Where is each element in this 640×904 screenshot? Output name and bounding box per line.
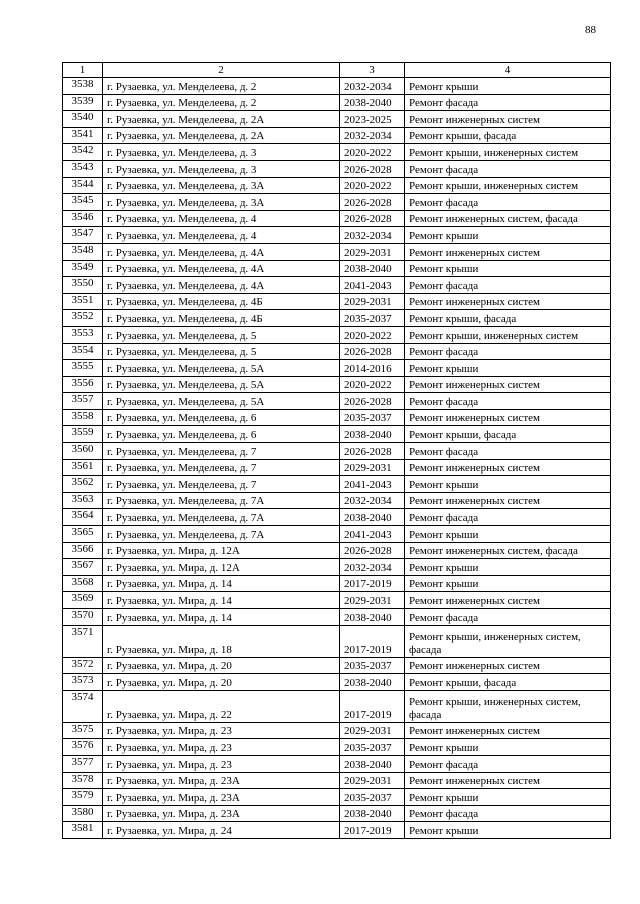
table-row [63, 127, 611, 144]
row-number-cell: 3558 [63, 409, 103, 426]
address-cell: г. Рузаевка, ул. Менделеева, д. 4 [103, 210, 340, 227]
period-cell: 2032-2034 [340, 559, 405, 576]
work-type-cell: Ремонт инженерных систем [405, 243, 611, 260]
row-number-cell: 3553 [63, 326, 103, 343]
work-type-cell: Ремонт инженерных систем [405, 592, 611, 609]
address-cell: г. Рузаевка, ул. Менделеева, д. 7А [103, 526, 340, 543]
row-number-cell: 3556 [63, 376, 103, 393]
table-row [63, 722, 611, 739]
period-cell: 2038-2040 [340, 94, 405, 111]
column-header-address: 2 [103, 63, 340, 78]
work-type-cell: Ремонт инженерных систем [405, 293, 611, 310]
address-cell: г. Рузаевка, ул. Мира, д. 20 [103, 657, 340, 674]
address-cell: г. Рузаевка, ул. Менделеева, д. 5А [103, 360, 340, 377]
row-number-cell: 3546 [63, 210, 103, 227]
row-number-cell: 3564 [63, 509, 103, 526]
period-cell: 2020-2022 [340, 177, 405, 194]
table-row [63, 227, 611, 244]
row-number-cell: 3539 [63, 94, 103, 111]
period-cell: 2023-2025 [340, 111, 405, 128]
address-cell: г. Рузаевка, ул. Мира, д. 23А [103, 772, 340, 789]
period-cell: 2038-2040 [340, 426, 405, 443]
row-number-cell: 3579 [63, 789, 103, 806]
row-number-cell: 3560 [63, 443, 103, 460]
period-cell: 2017-2019 [340, 575, 405, 592]
work-type-cell: Ремонт крыши [405, 260, 611, 277]
period-cell: 2026-2028 [340, 443, 405, 460]
table-row [63, 177, 611, 194]
work-type-cell: Ремонт крыши, фасада [405, 310, 611, 327]
table-row [63, 310, 611, 327]
period-cell: 2035-2037 [340, 739, 405, 756]
table-row [63, 443, 611, 460]
period-cell: 2038-2040 [340, 674, 405, 691]
period-cell: 2041-2043 [340, 277, 405, 294]
address-cell: г. Рузаевка, ул. Менделеева, д. 2А [103, 111, 340, 128]
table-row [63, 739, 611, 756]
period-cell: 2017-2019 [340, 822, 405, 839]
address-cell: г. Рузаевка, ул. Мира, д. 18 [103, 625, 340, 657]
table-row [63, 94, 611, 111]
row-number-cell: 3572 [63, 657, 103, 674]
address-cell: г. Рузаевка, ул. Мира, д. 20 [103, 674, 340, 691]
period-cell: 2020-2022 [340, 326, 405, 343]
period-cell: 2041-2043 [340, 526, 405, 543]
period-cell: 2038-2040 [340, 805, 405, 822]
table-row [63, 575, 611, 592]
period-cell: 2032-2034 [340, 227, 405, 244]
period-cell: 2038-2040 [340, 260, 405, 277]
period-cell: 2029-2031 [340, 772, 405, 789]
table-row [63, 805, 611, 822]
address-cell: г. Рузаевка, ул. Менделеева, д. 6 [103, 426, 340, 443]
period-cell: 2035-2037 [340, 409, 405, 426]
row-number-cell: 3559 [63, 426, 103, 443]
table-row [63, 376, 611, 393]
table-row [63, 426, 611, 443]
table-row [63, 559, 611, 576]
work-type-cell: Ремонт инженерных систем, фасада [405, 542, 611, 559]
period-cell: 2014-2016 [340, 360, 405, 377]
table-row [63, 625, 611, 657]
table-row [63, 592, 611, 609]
address-cell: г. Рузаевка, ул. Менделеева, д. 3 [103, 160, 340, 177]
work-type-cell: Ремонт крыши, инженерных систем, фасада [405, 690, 611, 722]
work-type-cell: Ремонт крыши [405, 575, 611, 592]
period-cell: 2026-2028 [340, 210, 405, 227]
period-cell: 2020-2022 [340, 144, 405, 161]
table-row [63, 542, 611, 559]
address-cell: г. Рузаевка, ул. Менделеева, д. 4Б [103, 293, 340, 310]
repair-schedule-table [62, 62, 611, 839]
address-cell: г. Рузаевка, ул. Мира, д. 23А [103, 789, 340, 806]
table-row [63, 210, 611, 227]
address-cell: г. Рузаевка, ул. Менделеева, д. 3А [103, 194, 340, 211]
work-type-cell: Ремонт инженерных систем [405, 657, 611, 674]
row-number-cell: 3570 [63, 609, 103, 626]
address-cell: г. Рузаевка, ул. Менделеева, д. 2 [103, 78, 340, 95]
column-header-work-type: 4 [405, 63, 611, 78]
period-cell: 2026-2028 [340, 393, 405, 410]
table-row [63, 657, 611, 674]
period-cell: 2026-2028 [340, 542, 405, 559]
table-row [63, 492, 611, 509]
work-type-cell: Ремонт фасада [405, 509, 611, 526]
table-row [63, 260, 611, 277]
work-type-cell: Ремонт крыши, фасада [405, 426, 611, 443]
work-type-cell: Ремонт фасада [405, 755, 611, 772]
address-cell: г. Рузаевка, ул. Мира, д. 12А [103, 542, 340, 559]
row-number-cell: 3543 [63, 160, 103, 177]
row-number-cell: 3575 [63, 722, 103, 739]
address-cell: г. Рузаевка, ул. Мира, д. 23А [103, 805, 340, 822]
period-cell: 2026-2028 [340, 343, 405, 360]
period-cell: 2029-2031 [340, 293, 405, 310]
work-type-cell: Ремонт крыши [405, 559, 611, 576]
row-number-cell: 3541 [63, 127, 103, 144]
work-type-cell: Ремонт фасада [405, 94, 611, 111]
table-row [63, 690, 611, 722]
period-cell: 2029-2031 [340, 459, 405, 476]
work-type-cell: Ремонт инженерных систем [405, 111, 611, 128]
table-row [63, 459, 611, 476]
address-cell: г. Рузаевка, ул. Мира, д. 14 [103, 592, 340, 609]
row-number-cell: 3571 [63, 625, 103, 657]
table-row [63, 326, 611, 343]
work-type-cell: Ремонт крыши [405, 227, 611, 244]
table-row [63, 343, 611, 360]
row-number-cell: 3549 [63, 260, 103, 277]
table-row [63, 393, 611, 410]
table-row [63, 755, 611, 772]
table-row [63, 111, 611, 128]
period-cell: 2029-2031 [340, 243, 405, 260]
column-header-number: 1 [63, 63, 103, 78]
period-cell: 2026-2028 [340, 194, 405, 211]
address-cell: г. Рузаевка, ул. Менделеева, д. 6 [103, 409, 340, 426]
work-type-cell: Ремонт фасада [405, 343, 611, 360]
period-cell: 2041-2043 [340, 476, 405, 493]
row-number-cell: 3580 [63, 805, 103, 822]
row-number-cell: 3566 [63, 542, 103, 559]
period-cell: 2035-2037 [340, 310, 405, 327]
address-cell: г. Рузаевка, ул. Мира, д. 24 [103, 822, 340, 839]
work-type-cell: Ремонт крыши [405, 476, 611, 493]
table-row [63, 674, 611, 691]
work-type-cell: Ремонт крыши, фасада [405, 127, 611, 144]
table-row [63, 243, 611, 260]
address-cell: г. Рузаевка, ул. Мира, д. 23 [103, 722, 340, 739]
work-type-cell: Ремонт фасада [405, 609, 611, 626]
address-cell: г. Рузаевка, ул. Менделеева, д. 5 [103, 343, 340, 360]
address-cell: г. Рузаевка, ул. Мира, д. 23 [103, 755, 340, 772]
work-type-cell: Ремонт инженерных систем [405, 772, 611, 789]
work-type-cell: Ремонт инженерных систем [405, 722, 611, 739]
table-row [63, 789, 611, 806]
work-type-cell: Ремонт инженерных систем [405, 459, 611, 476]
row-number-cell: 3562 [63, 476, 103, 493]
column-header-period: 3 [340, 63, 405, 78]
table-row [63, 144, 611, 161]
address-cell: г. Рузаевка, ул. Менделеева, д. 7А [103, 492, 340, 509]
address-cell: г. Рузаевка, ул. Менделеева, д. 4Б [103, 310, 340, 327]
work-type-cell: Ремонт фасада [405, 160, 611, 177]
work-type-cell: Ремонт фасада [405, 443, 611, 460]
row-number-cell: 3545 [63, 194, 103, 211]
table-row [63, 526, 611, 543]
work-type-cell: Ремонт крыши [405, 822, 611, 839]
work-type-cell: Ремонт инженерных систем [405, 409, 611, 426]
period-cell: 2035-2037 [340, 789, 405, 806]
table-row [63, 609, 611, 626]
period-cell: 2017-2019 [340, 690, 405, 722]
row-number-cell: 3547 [63, 227, 103, 244]
address-cell: г. Рузаевка, ул. Менделеева, д. 7 [103, 459, 340, 476]
address-cell: г. Рузаевка, ул. Менделеева, д. 3А [103, 177, 340, 194]
period-cell: 2032-2034 [340, 492, 405, 509]
work-type-cell: Ремонт фасада [405, 805, 611, 822]
table-header-row [63, 63, 611, 78]
table-row [63, 772, 611, 789]
period-cell: 2032-2034 [340, 127, 405, 144]
row-number-cell: 3554 [63, 343, 103, 360]
table-row [63, 160, 611, 177]
table-row [63, 409, 611, 426]
period-cell: 2038-2040 [340, 509, 405, 526]
address-cell: г. Рузаевка, ул. Менделеева, д. 2А [103, 127, 340, 144]
row-number-cell: 3544 [63, 177, 103, 194]
table-body [63, 78, 611, 839]
period-cell: 2032-2034 [340, 78, 405, 95]
address-cell: г. Рузаевка, ул. Менделеева, д. 7 [103, 443, 340, 460]
work-type-cell: Ремонт крыши [405, 360, 611, 377]
address-cell: г. Рузаевка, ул. Менделеева, д. 5А [103, 393, 340, 410]
row-number-cell: 3578 [63, 772, 103, 789]
period-cell: 2038-2040 [340, 755, 405, 772]
row-number-cell: 3568 [63, 575, 103, 592]
work-type-cell: Ремонт инженерных систем [405, 376, 611, 393]
page-number: 88 [585, 24, 596, 36]
work-type-cell: Ремонт фасада [405, 393, 611, 410]
work-type-cell: Ремонт инженерных систем, фасада [405, 210, 611, 227]
row-number-cell: 3577 [63, 755, 103, 772]
row-number-cell: 3538 [63, 78, 103, 95]
table-row [63, 78, 611, 95]
address-cell: г. Рузаевка, ул. Менделеева, д. 3 [103, 144, 340, 161]
address-cell: г. Рузаевка, ул. Менделеева, д. 7 [103, 476, 340, 493]
table-row [63, 360, 611, 377]
address-cell: г. Рузаевка, ул. Менделеева, д. 7А [103, 509, 340, 526]
table-row [63, 194, 611, 211]
work-type-cell: Ремонт крыши, фасада [405, 674, 611, 691]
address-cell: г. Рузаевка, ул. Менделеева, д. 5А [103, 376, 340, 393]
row-number-cell: 3557 [63, 393, 103, 410]
work-type-cell: Ремонт крыши, инженерных систем, фасада [405, 625, 611, 657]
work-type-cell: Ремонт крыши [405, 78, 611, 95]
row-number-cell: 3540 [63, 111, 103, 128]
table-row [63, 277, 611, 294]
period-cell: 2026-2028 [340, 160, 405, 177]
row-number-cell: 3555 [63, 360, 103, 377]
row-number-cell: 3542 [63, 144, 103, 161]
work-type-cell: Ремонт крыши, инженерных систем [405, 326, 611, 343]
table-row [63, 509, 611, 526]
address-cell: г. Рузаевка, ул. Мира, д. 12А [103, 559, 340, 576]
address-cell: г. Рузаевка, ул. Мира, д. 22 [103, 690, 340, 722]
address-cell: г. Рузаевка, ул. Менделеева, д. 2 [103, 94, 340, 111]
period-cell: 2035-2037 [340, 657, 405, 674]
work-type-cell: Ремонт крыши [405, 526, 611, 543]
period-cell: 2038-2040 [340, 609, 405, 626]
address-cell: г. Рузаевка, ул. Менделеева, д. 4А [103, 277, 340, 294]
address-cell: г. Рузаевка, ул. Мира, д. 14 [103, 575, 340, 592]
table-row [63, 293, 611, 310]
work-type-cell: Ремонт крыши, инженерных систем [405, 177, 611, 194]
work-type-cell: Ремонт фасада [405, 277, 611, 294]
period-cell: 2017-2019 [340, 625, 405, 657]
address-cell: г. Рузаевка, ул. Менделеева, д. 4А [103, 260, 340, 277]
work-type-cell: Ремонт инженерных систем [405, 492, 611, 509]
work-type-cell: Ремонт крыши [405, 739, 611, 756]
row-number-cell: 3565 [63, 526, 103, 543]
address-cell: г. Рузаевка, ул. Менделеева, д. 4 [103, 227, 340, 244]
period-cell: 2020-2022 [340, 376, 405, 393]
address-cell: г. Рузаевка, ул. Мира, д. 23 [103, 739, 340, 756]
row-number-cell: 3576 [63, 739, 103, 756]
work-type-cell: Ремонт крыши [405, 789, 611, 806]
row-number-cell: 3561 [63, 459, 103, 476]
row-number-cell: 3552 [63, 310, 103, 327]
address-cell: г. Рузаевка, ул. Менделеева, д. 5 [103, 326, 340, 343]
work-type-cell: Ремонт фасада [405, 194, 611, 211]
address-cell: г. Рузаевка, ул. Мира, д. 14 [103, 609, 340, 626]
work-type-cell: Ремонт крыши, инженерных систем [405, 144, 611, 161]
period-cell: 2029-2031 [340, 722, 405, 739]
row-number-cell: 3581 [63, 822, 103, 839]
row-number-cell: 3550 [63, 277, 103, 294]
row-number-cell: 3573 [63, 674, 103, 691]
row-number-cell: 3574 [63, 690, 103, 722]
table-row [63, 822, 611, 839]
address-cell: г. Рузаевка, ул. Менделеева, д. 4А [103, 243, 340, 260]
row-number-cell: 3563 [63, 492, 103, 509]
row-number-cell: 3548 [63, 243, 103, 260]
period-cell: 2029-2031 [340, 592, 405, 609]
table-row [63, 476, 611, 493]
row-number-cell: 3569 [63, 592, 103, 609]
row-number-cell: 3551 [63, 293, 103, 310]
row-number-cell: 3567 [63, 559, 103, 576]
